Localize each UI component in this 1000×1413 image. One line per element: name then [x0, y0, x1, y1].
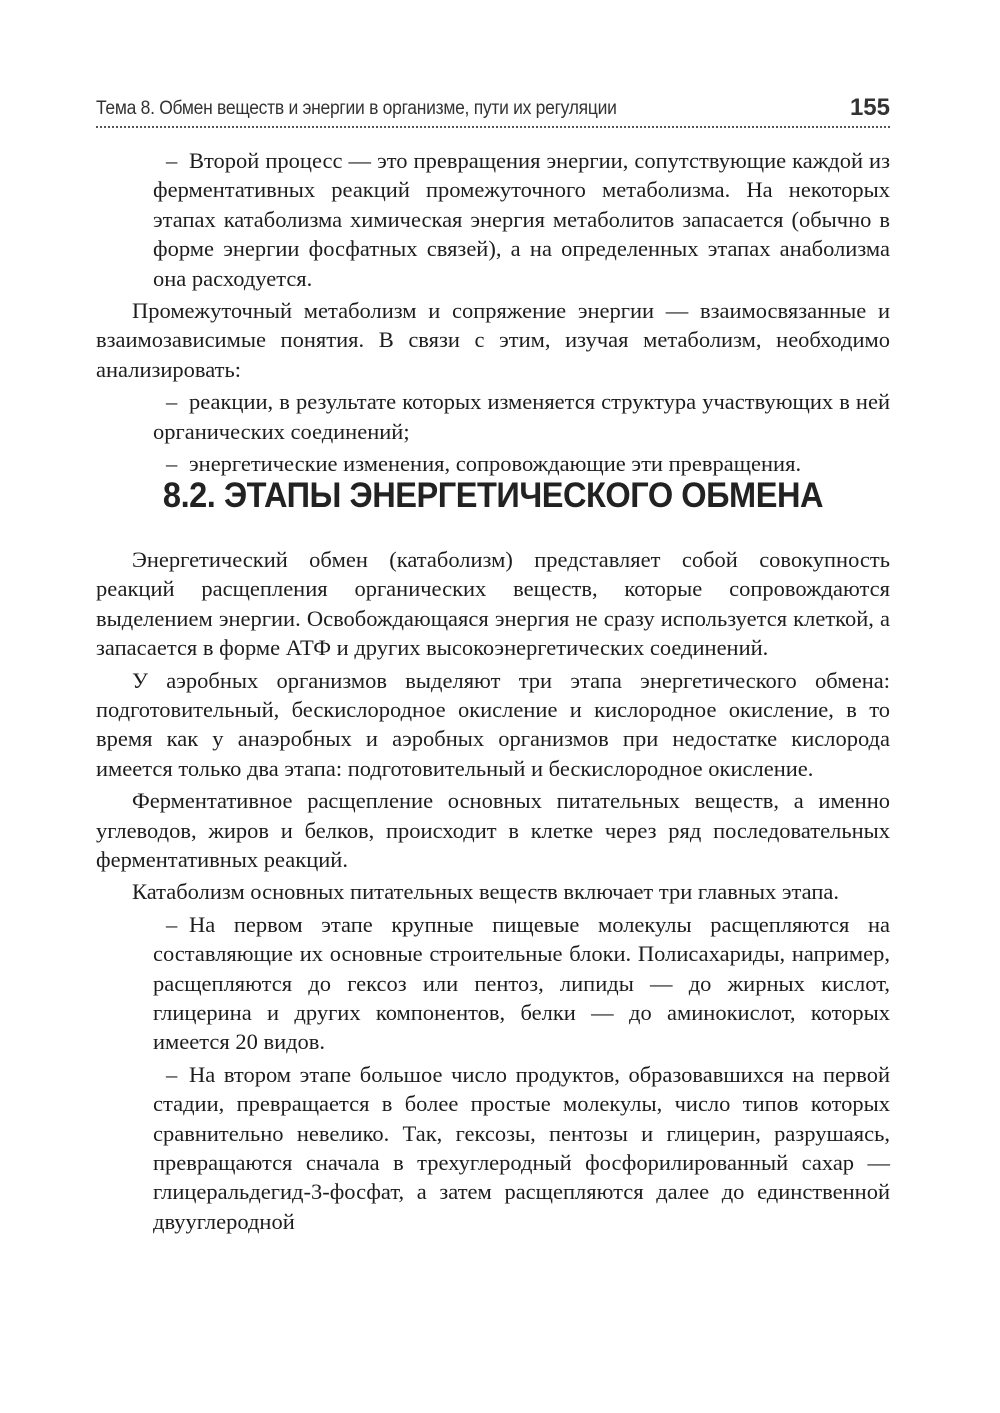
running-title: Тема 8. Обмен веществ и энергии в организме, пути их регуляции — [96, 98, 617, 119]
list-item — [96, 449, 890, 478]
list-item-text: На первом этапе крупные пищевые молекулы расщепляются на составляющие их основные строительные блоки. Полисахариды, например, расщепляются до гексоз или пентоз, липиды — до жирных кислот, глицерина и других компонентов, белки — до аминокислот, которых имеется 20 видов. — [153, 911, 890, 1055]
list-item-text: На втором этапе большое число продуктов, образовавшихся на первой стадии, превращается в более простые молекулы, число типов которых сравнительно невелико. Так, гексозы, пентозы и глицерин, разрушаясь, превращаются сначала в трехуглеродный фосфорилированный сахар — глицеральдегид-3-фосфат, а затем расщепляются далее до единственной двууглеродной — [153, 1061, 890, 1234]
page-body — [96, 146, 890, 1236]
dash-bullet: – — [166, 1061, 178, 1087]
stages-list — [96, 910, 890, 1236]
list-item-text: реакции, в результате которых изменяется структура участвующих в ней органических соединений; — [153, 389, 890, 444]
list-item — [96, 387, 890, 446]
section-heading: 8.2. ЭТАПЫ ЭНЕРГЕТИЧЕСКОГО ОБМЕНА — [162, 476, 824, 516]
paragraph: У аэробных организмов выделяют три этапа энергетического обмена: подготовительный, бескислородное окисление и кислородное окисление, в то время как у анаэробных и аэробных организмов при недостатке кислорода имеется только два этапа: подготовительный и бескислородное окисление. — [96, 667, 890, 781]
list-item — [96, 1060, 890, 1236]
paragraph: Ферментативное расщепление основных питательных веществ, а именно углеводов, жиров и белков, происходит в клетке через ряд последовательных ферментативных реакций. — [96, 788, 890, 872]
book-page — [96, 86, 890, 1236]
list-item — [96, 910, 890, 1057]
dash-bullet: – — [166, 148, 178, 173]
list-item-text: Второй процесс — это превращения энергии, сопутствующие каждой из ферментативных реакций промежуточного метаболизма. На некоторых этапах катаболизма химическая энергия метаболитов запасается (обычно в форме энергии фосфатных связей), а на определенных этапах анаболизма она расходуется. — [153, 148, 890, 291]
intro-list — [96, 146, 890, 293]
analysis-list — [96, 387, 890, 478]
paragraph: Энергетический обмен (катаболизм) представляет собой совокупность реакций расщепления органических веществ, которые сопровождаются выделением энергии. Освобождающаяся энергия не сразу используется клеткой, а запасается в форме АТФ и других высокоэнергетических соединений. — [96, 546, 890, 661]
paragraph: Катаболизм основных питательных веществ включает три главных этапа. — [132, 879, 839, 905]
header-divider — [96, 126, 890, 128]
dash-bullet: – — [166, 911, 178, 937]
dash-bullet: – — [166, 389, 178, 415]
list-item-text: энергетические изменения, сопровождающие эти превращения. — [189, 451, 802, 477]
list-item — [96, 146, 890, 293]
running-header — [96, 86, 890, 124]
dash-bullet: – — [166, 451, 178, 477]
page-number: 155 — [849, 94, 890, 121]
paragraph: Промежуточный метаболизм и сопряжение энергии — взаимосвязанные и взаимозависимые понятия. В связи с этим, изучая метаболизм, необходимо анализировать: — [96, 298, 890, 382]
